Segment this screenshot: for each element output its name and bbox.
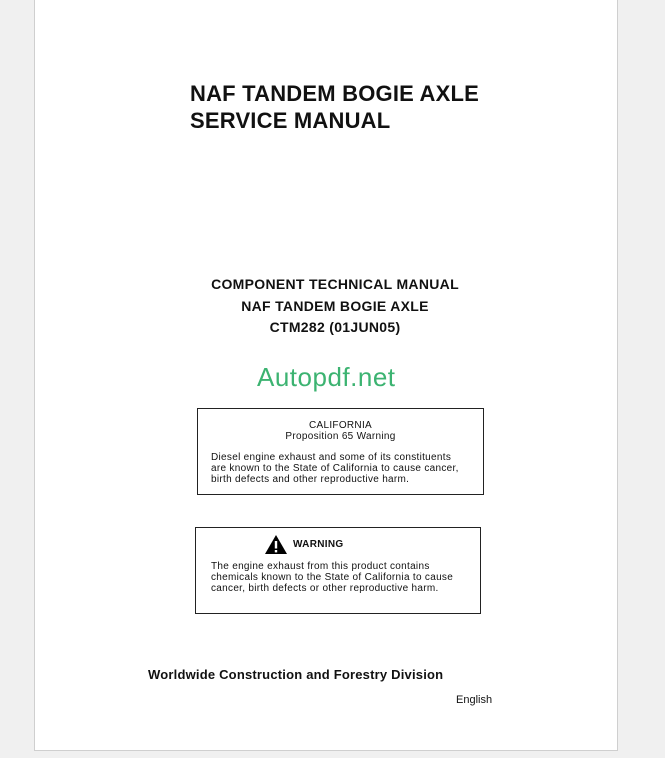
warning-header [264,534,343,555]
engine-exhaust-warning-box [195,527,481,614]
warning-body-line: The engine exhaust from this product contains [211,561,430,572]
subtitle-line-3: CTM282 (01JUN05) [269,319,401,335]
document-page [34,0,618,751]
language-label: English [456,694,493,706]
warning-body [211,561,453,594]
main-title [190,80,479,134]
subtitle-line-1: COMPONENT TECHNICAL MANUAL [211,276,459,292]
warning-triangle-icon [264,534,288,555]
main-title-line-2: SERVICE MANUAL [190,108,391,133]
warning-body-line: chemicals known to the State of California to cause [211,572,454,583]
main-title-line-1: NAF TANDEM BOGIE AXLE [190,81,479,106]
california-body-line: are known to the State of California to cause cancer, [211,463,459,474]
division-name: Worldwide Construction and Forestry Division [148,667,444,682]
california-warning-box [197,408,484,495]
california-body [211,452,459,485]
warning-body-line: cancer, birth defects or other reproductive harm. [211,583,439,594]
proposition-heading: Proposition 65 Warning [285,431,396,442]
subtitle-line-2: NAF TANDEM BOGIE AXLE [241,298,429,314]
california-heading: CALIFORNIA [308,420,372,431]
watermark-text: Autopdf.net [257,362,396,392]
california-body-line: Diesel engine exhaust and some of its constituents [211,452,452,463]
california-body-line: birth defects and other reproductive harm. [211,474,410,485]
warning-heading: WARNING [293,539,344,550]
